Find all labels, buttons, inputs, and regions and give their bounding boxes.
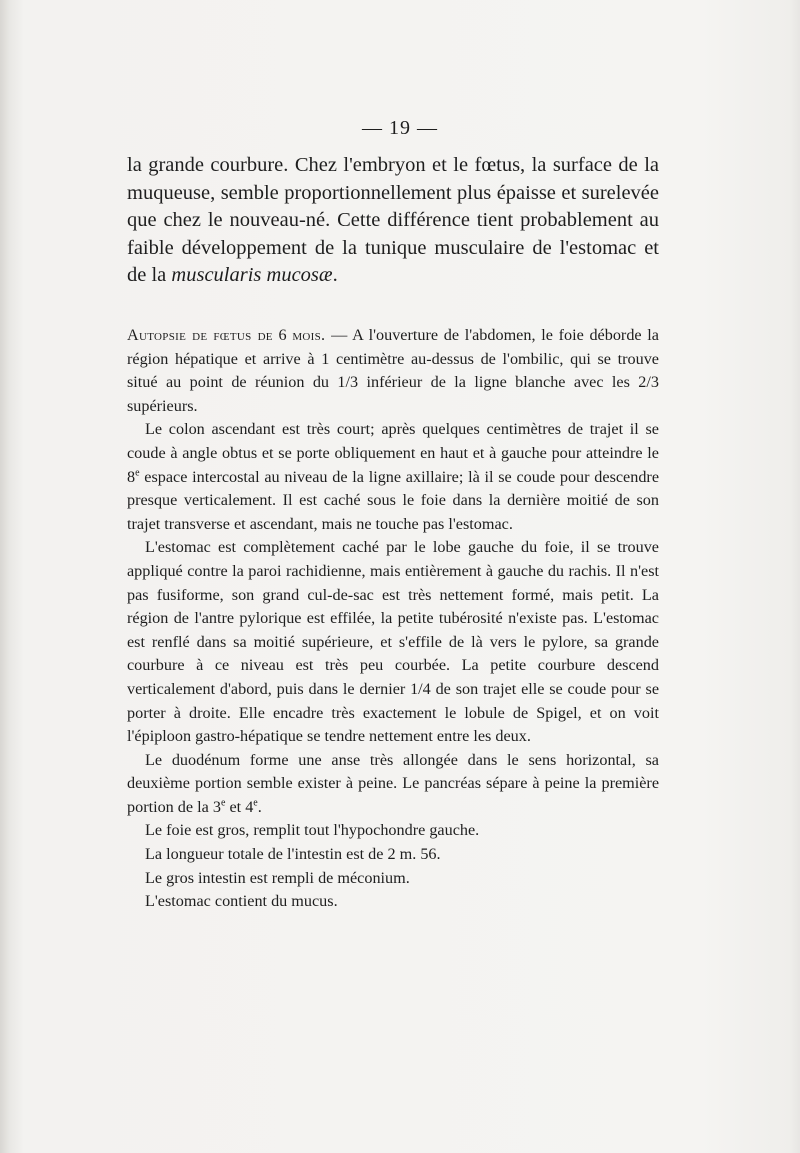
- autopsy-months-number: 6: [278, 326, 287, 344]
- colon-text-end: espace intercostal au niveau de la ligne axillaire; là il se coude pour descendre presque verticalement. Il est caché sous le foie dans la dernière moitié de son trajet transverse et ascendant, mais ne touche pas l'estomac.: [127, 467, 659, 533]
- autopsy-paragraph-4: [127, 749, 659, 820]
- autopsy-paragraph-7: Le gros intestin est rempli de méconium.: [145, 868, 410, 887]
- autopsy-paragraph-5: Le foie est gros, remplit tout l'hypochondre gauche.: [145, 821, 480, 840]
- duodenum-text-end: .: [257, 797, 262, 816]
- lead-paragraph: [127, 152, 659, 290]
- autopsy-paragraph-1-text: — A l'ouverture de l'abdomen, le foie déborde la région hépatique et arrive à 1 centimètre au-dessus de l'ombilic, qui se trouve situé au point de réunion du 1/3 inférieur de la ligne blanche avec les 2/3 supérieurs.: [127, 326, 659, 415]
- page-number: — 19 —: [362, 117, 438, 139]
- autopsy-paragraph-1: [127, 324, 659, 418]
- autopsy-paragraph-2: [127, 418, 659, 536]
- autopsy-paragraph-3: L'estomac est complètement caché par le lobe gauche du foie, il se trouve appliqué contre la paroi rachidienne, mais entièrement à gauche du rachis. Il n'est pas fusiforme, son grand cul-de-sac est très nettement formé, mais petit. La région de l'antre pylorique est effilée, la petite tubérosité n'existe pas. L'estomac est renflé dans sa moitié supérieure, et s'effile de là vers le pylore, sa grande courbure à ce niveau est très peu courbée. La petite courbure descend verticalement d'abord, puis dans le dernier 1/4 de son trajet elle se coude pour se porter à droite. Elle encadre très exactement le lobule de Spigel, et on voit l'épiploon gastro-hépatique se tendre nettement entre les deux.: [127, 538, 659, 746]
- autopsy-paragraph-8: L'estomac contient du mucus.: [145, 892, 338, 911]
- duodenum-text-mid: et 4: [225, 797, 254, 816]
- colon-superscript: e: [135, 467, 140, 479]
- lead-text: la grande courbure. Chez l'embryon et le fœtus, la surface de la muqueuse, semble proportionnellement plus épaisse et surelevée que chez le nouveau-né. Cette différence tient probablement au faible développement de la tunique musculaire de l'estomac et de la: [127, 154, 659, 286]
- lead-italic-term: muscularis mucosæ: [171, 264, 333, 286]
- duodenum-text: Le duodénum forme une anse très allongée dans le sens horizontal, sa deuxième portion semble exister à peine. Le pancréas sépare à peine la première portion de la 3: [127, 750, 659, 816]
- duodenum-superscript-1: e: [220, 797, 226, 809]
- colon-text: Le colon ascendant est très court; après quelques centimètres de trajet il se coude à angle obtus et se porte obliquement en haut et à gauche pour atteindre le 8: [127, 420, 659, 486]
- autopsy-section: [127, 324, 659, 914]
- autopsy-months-word: mois.: [292, 326, 326, 344]
- lead-text-end: .: [332, 264, 338, 286]
- lead-paragraph-block: [127, 152, 659, 290]
- autopsy-paragraph-6: La longueur totale de l'intestin est de 2 m. 56.: [145, 845, 441, 864]
- duodenum-superscript-2: e: [253, 797, 258, 809]
- autopsy-heading: Autopsie de fœtus de: [127, 326, 273, 344]
